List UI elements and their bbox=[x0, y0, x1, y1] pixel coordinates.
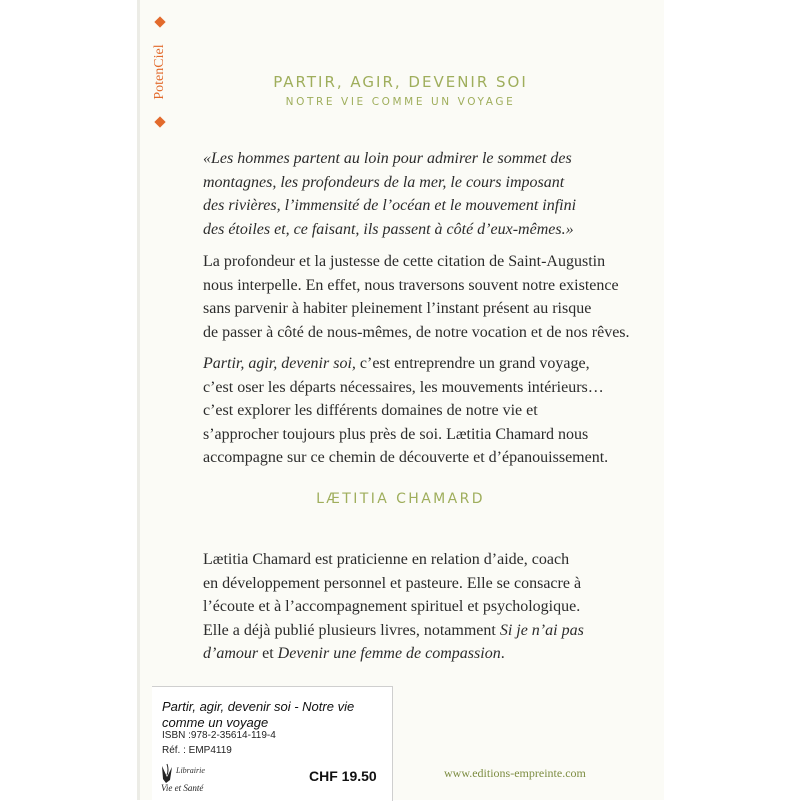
cover-edge bbox=[137, 0, 140, 800]
quote-line: des rivières, l’immensité de l’océan et le mouvement infini bbox=[203, 197, 577, 214]
logo-line2: Vie et Santé bbox=[161, 783, 204, 793]
paragraph-line: c’est explorer les différents domaines de notre vie et bbox=[203, 402, 538, 419]
bio-line: en développement personnel et pasteure. Elle se consacre à bbox=[203, 574, 582, 592]
bookstore-logo bbox=[158, 760, 238, 796]
bio-book-title: d’amour bbox=[203, 645, 259, 662]
inline-book-title: Partir, agir, devenir soi, bbox=[203, 355, 356, 372]
quote-line: des étoiles et, ce faisant, ils passent à côté d’eux-mêmes.» bbox=[203, 220, 574, 238]
paragraph-line: c’est oser les départs nécessaires, les mouvements intérieurs… bbox=[203, 378, 604, 396]
book-subtitle: NOTRE VIE COMME UN VOYAGE bbox=[285, 96, 516, 108]
bio-connector: et bbox=[258, 645, 278, 662]
sticker-isbn: ISBN :978-2-35614-119-4 bbox=[162, 730, 276, 741]
author-bio bbox=[203, 548, 593, 666]
bio-book-title: Si je n’ai pas bbox=[499, 621, 584, 639]
bio-book-title: Devenir une femme de compassion bbox=[277, 645, 501, 662]
paragraph-line: sans parvenir à habiter pleinement l’instant présent au risque bbox=[203, 300, 592, 317]
paragraph-intro bbox=[203, 250, 630, 344]
price: CHF 19.50 bbox=[309, 768, 377, 784]
price-sticker bbox=[152, 686, 393, 801]
bio-line: Lætitia Chamard est praticienne en relation d’aide, coach bbox=[203, 551, 570, 568]
paragraph-line: La profondeur et la justesse de cette citation de Saint-Augustin bbox=[203, 253, 606, 270]
paragraph-line: c’est entreprendre un grand voyage, bbox=[355, 355, 590, 372]
paragraph-line: nous interpelle. En effet, nous traversons souvent notre existence bbox=[203, 276, 619, 294]
paragraph-summary bbox=[203, 352, 609, 470]
paragraph-line: accompagne sur ce chemin de découverte et d’épanouissement. bbox=[203, 449, 609, 466]
author-name: LÆTITIA CHAMARD bbox=[316, 491, 485, 507]
quote-block bbox=[203, 147, 593, 241]
bio-end: . bbox=[500, 645, 505, 662]
quote-line: montagnes, les profondeurs de la mer, le cours imposant bbox=[203, 173, 565, 191]
paragraph-line: s’approcher toujours plus près de soi. Lætitia Chamard nous bbox=[203, 425, 589, 443]
publisher-imprint: PotenCiel bbox=[152, 44, 167, 100]
publisher-website: www.editions-empreinte.com bbox=[444, 766, 586, 780]
bio-line: Elle a déjà publié plusieurs livres, notamment bbox=[203, 621, 496, 639]
book-title: PARTIR, AGIR, DEVENIR SOI bbox=[273, 73, 528, 91]
quote-line: «Les hommes partent au loin pour admirer le sommet des bbox=[203, 150, 572, 167]
sticker-ref: Réf. : EMP4119 bbox=[162, 745, 232, 756]
sticker-title: Partir, agir, devenir soi - Notre vie comme un voyage bbox=[162, 699, 355, 730]
logo-line1: Librairie bbox=[176, 766, 205, 775]
bio-line: l’écoute et à l’accompagnement spirituel et psychologique. bbox=[203, 598, 581, 615]
paragraph-line: de passer à côté de nous-mêmes, de notre vocation et de nos rêves. bbox=[203, 323, 630, 341]
